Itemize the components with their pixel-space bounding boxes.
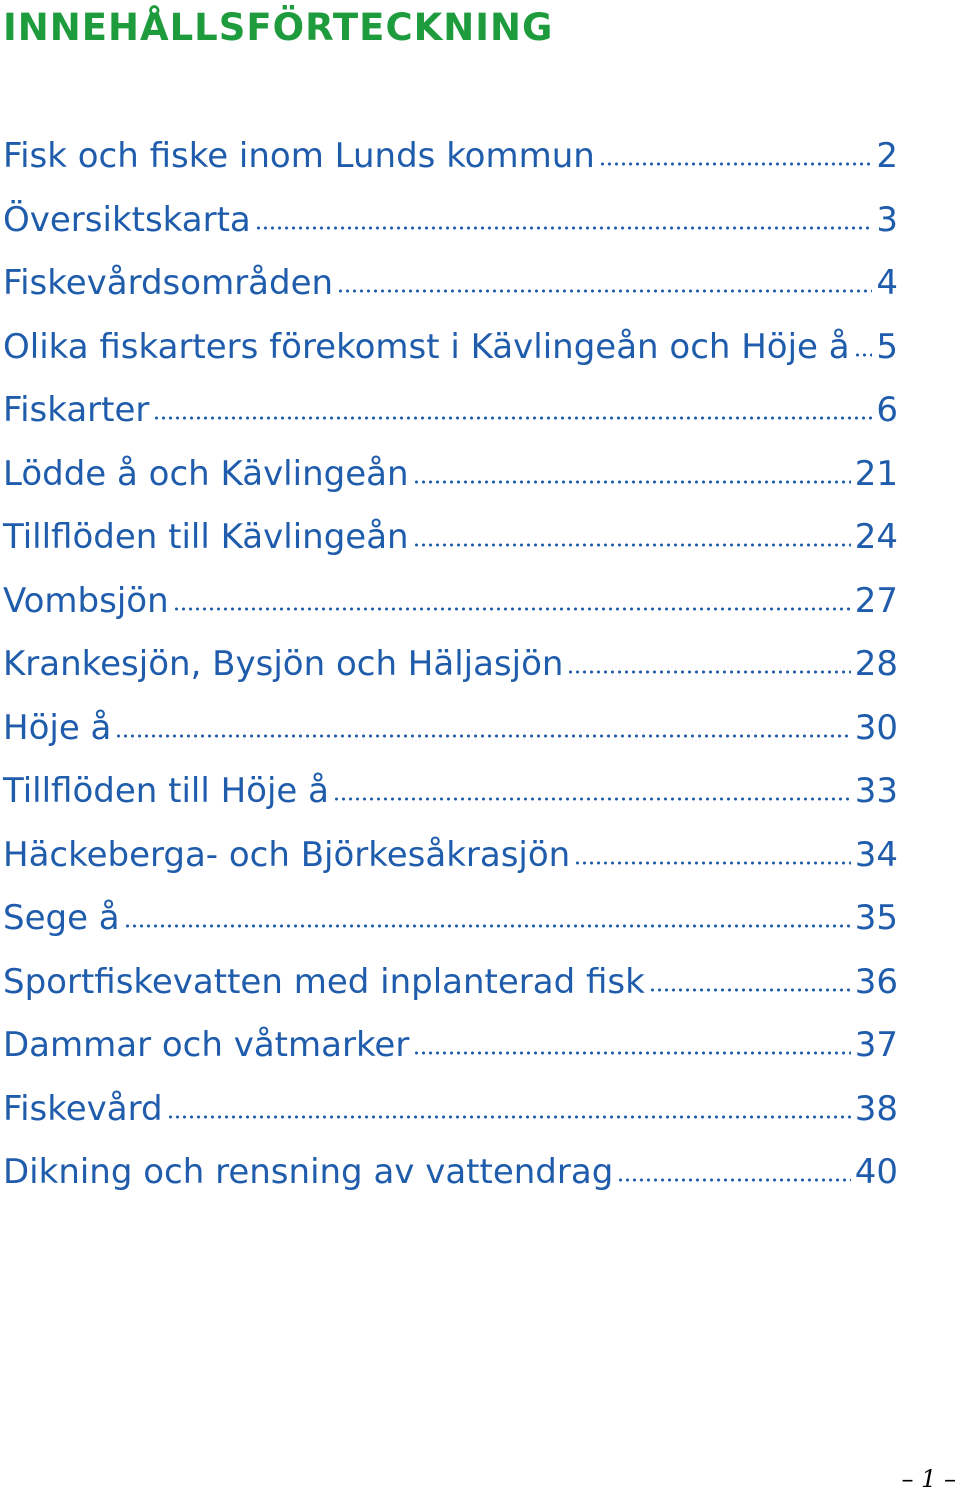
toc-entry-page: 28 bbox=[854, 644, 898, 684]
toc-leader-dots bbox=[574, 860, 851, 866]
toc-entry-title: Fisk och fiske inom Lunds kommun bbox=[3, 136, 595, 176]
toc-entry-page: 6 bbox=[876, 390, 898, 430]
toc-entry-title: Höje å bbox=[3, 707, 112, 748]
toc-leader-dots bbox=[649, 987, 851, 993]
toc-entry[interactable] bbox=[3, 1084, 898, 1148]
toc-leader-dots bbox=[413, 1050, 850, 1056]
toc-entry[interactable] bbox=[3, 258, 898, 322]
toc-entry[interactable] bbox=[3, 322, 898, 386]
toc-entry-title: Tillflöden till Kävlingeån bbox=[3, 517, 409, 557]
toc-leader-dots bbox=[173, 606, 851, 612]
toc-entry-title: Krankesjön, Bysjön och Häljasjön bbox=[3, 644, 564, 684]
toc-entry[interactable] bbox=[3, 1020, 898, 1084]
toc-entry-page: 38 bbox=[854, 1088, 898, 1129]
toc-entry-title: Häckeberga- och Björkesåkrasjön bbox=[3, 834, 571, 875]
toc-entry-title: Sege å bbox=[3, 898, 120, 938]
toc-entry-title: Fiskevård bbox=[3, 1088, 163, 1129]
toc-entry-page: 24 bbox=[854, 517, 898, 557]
toc-leader-dots bbox=[255, 225, 873, 231]
toc-leader-dots bbox=[617, 1177, 850, 1183]
toc-entry-title: Översiktskarta bbox=[3, 199, 251, 240]
toc-leader-dots bbox=[153, 415, 872, 421]
toc-entry[interactable] bbox=[3, 893, 898, 957]
toc-entry-page: 27 bbox=[854, 580, 898, 621]
toc-leader-dots bbox=[337, 288, 872, 294]
toc-entry-title: Fiskevårdsområden bbox=[3, 263, 334, 303]
toc-entry-page: 2 bbox=[876, 136, 898, 176]
toc-entry[interactable] bbox=[3, 703, 898, 767]
toc-leader-dots bbox=[167, 1114, 851, 1120]
toc-entry-page: 3 bbox=[876, 199, 898, 240]
toc-entry[interactable] bbox=[3, 576, 898, 640]
toc-leader-dots bbox=[124, 923, 851, 929]
toc-entry[interactable] bbox=[3, 131, 898, 195]
toc-entry-title: Sportfiskevatten med inplanterad fisk bbox=[3, 961, 645, 1002]
toc-entry[interactable] bbox=[3, 830, 898, 894]
toc-leader-dots bbox=[115, 733, 850, 739]
toc-entry[interactable] bbox=[3, 195, 898, 259]
toc-entry[interactable] bbox=[3, 385, 898, 449]
toc-entry[interactable] bbox=[3, 1147, 898, 1211]
toc-entry-page: 34 bbox=[854, 834, 898, 875]
toc-entry-page: 40 bbox=[854, 1152, 898, 1192]
toc-leader-dots bbox=[413, 479, 851, 485]
toc-entry-title: Olika fiskarters förekomst i Kävlingeån och Höje å bbox=[3, 326, 850, 367]
toc-entry[interactable] bbox=[3, 639, 898, 703]
toc-entry-page: 21 bbox=[854, 453, 898, 494]
toc-leader-dots bbox=[333, 796, 851, 802]
toc-entry-page: 33 bbox=[854, 771, 898, 811]
toc-entry-title: Lödde å och Kävlingeån bbox=[3, 453, 409, 494]
toc-entry-page: 37 bbox=[854, 1025, 898, 1065]
toc-leader-dots bbox=[854, 352, 873, 358]
toc-leader-dots bbox=[567, 669, 850, 675]
toc-leader-dots bbox=[413, 542, 851, 548]
table-of-contents bbox=[3, 131, 898, 1211]
toc-entry-page: 30 bbox=[854, 707, 898, 748]
toc-entry-title: Dammar och våtmarker bbox=[3, 1025, 410, 1065]
toc-entry[interactable] bbox=[3, 766, 898, 830]
page-number: – 1 – bbox=[901, 1465, 956, 1493]
toc-entry-page: 4 bbox=[876, 263, 898, 303]
toc-entry-page: 36 bbox=[854, 961, 898, 1002]
toc-entry-title: Dikning och rensning av vattendrag bbox=[3, 1152, 614, 1192]
toc-entry-page: 35 bbox=[854, 898, 898, 938]
toc-entry-title: Tillflöden till Höje å bbox=[3, 771, 329, 811]
toc-entry-page: 5 bbox=[876, 326, 898, 367]
toc-entry-title: Fiskarter bbox=[3, 390, 150, 430]
page-title: INNEHÅLLSFÖRTECKNING bbox=[3, 6, 554, 49]
toc-entry[interactable] bbox=[3, 449, 898, 513]
toc-entry[interactable] bbox=[3, 512, 898, 576]
toc-entry[interactable] bbox=[3, 957, 898, 1021]
toc-entry-title: Vombsjön bbox=[3, 580, 169, 621]
toc-leader-dots bbox=[599, 161, 873, 167]
